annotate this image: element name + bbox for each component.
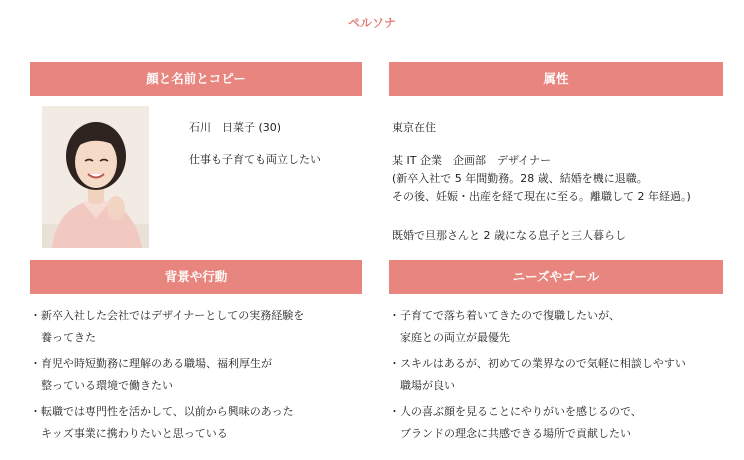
- bullet-line: ・転職では専門性を活かして、以前から興味のあった: [30, 405, 294, 418]
- section-header-face: 顔と名前とコピー: [30, 62, 362, 96]
- list-item: [389, 353, 686, 397]
- bullet-line: 職場が良い: [389, 379, 455, 392]
- attribute-job-line1: 某 IT 企業 企画部 デザイナー: [392, 154, 552, 167]
- bullet-line: ・人の喜ぶ顔を見ることにやりがいを感じるので、: [389, 405, 642, 418]
- bullet-line: 養ってきた: [30, 331, 96, 344]
- section-header-background: 背景や行動: [30, 260, 362, 294]
- attribute-job-block: [392, 152, 691, 206]
- bullet-line: キッズ事業に携わりたいと思っている: [30, 427, 228, 440]
- list-item: [30, 353, 304, 397]
- list-item: [30, 305, 304, 349]
- bullet-line: 家庭との両立が最優先: [389, 331, 510, 344]
- bullet-line: ・スキルはあるが、初めての業界なので気軽に相談しやすい: [389, 357, 686, 370]
- bullet-line: ・育児や時短勤務に理解のある職場、福利厚生が: [30, 357, 272, 370]
- section-header-attributes: 属性: [389, 62, 723, 96]
- attribute-location: 東京在住: [392, 121, 436, 134]
- persona-photo: [42, 106, 149, 248]
- list-item: [389, 305, 686, 349]
- list-item: [30, 401, 304, 445]
- list-item: [389, 401, 686, 445]
- bullet-line: ブランドの理念に共感できる場所で貢献したい: [389, 427, 631, 440]
- attribute-job-line2: (新卒入社で 5 年間勤務。28 歳、結婚を機に退職。: [392, 172, 648, 185]
- bullet-line: ・新卒入社した会社ではデザイナーとしての実務経験を: [30, 309, 305, 322]
- persona-copy: 仕事も子育ても両立したい: [189, 153, 321, 166]
- needs-list: [389, 305, 686, 449]
- page-title: ペルソナ: [347, 16, 396, 30]
- attribute-job-line3: その後、妊娠・出産を経て現在に至る。離職して 2 年経過。): [392, 190, 691, 203]
- section-header-needs: ニーズやゴール: [389, 260, 723, 294]
- bullet-line: ・子育てで落ち着いてきたので復職したいが、: [389, 309, 620, 322]
- persona-portrait-illustration: [42, 106, 149, 248]
- attribute-family: 既婚で旦那さんと 2 歳になる息子と三人暮らし: [392, 229, 626, 242]
- persona-name: 石川 日菜子 (30): [189, 121, 282, 134]
- background-list: [30, 305, 304, 449]
- bullet-line: 整っている環境で働きたい: [30, 379, 173, 392]
